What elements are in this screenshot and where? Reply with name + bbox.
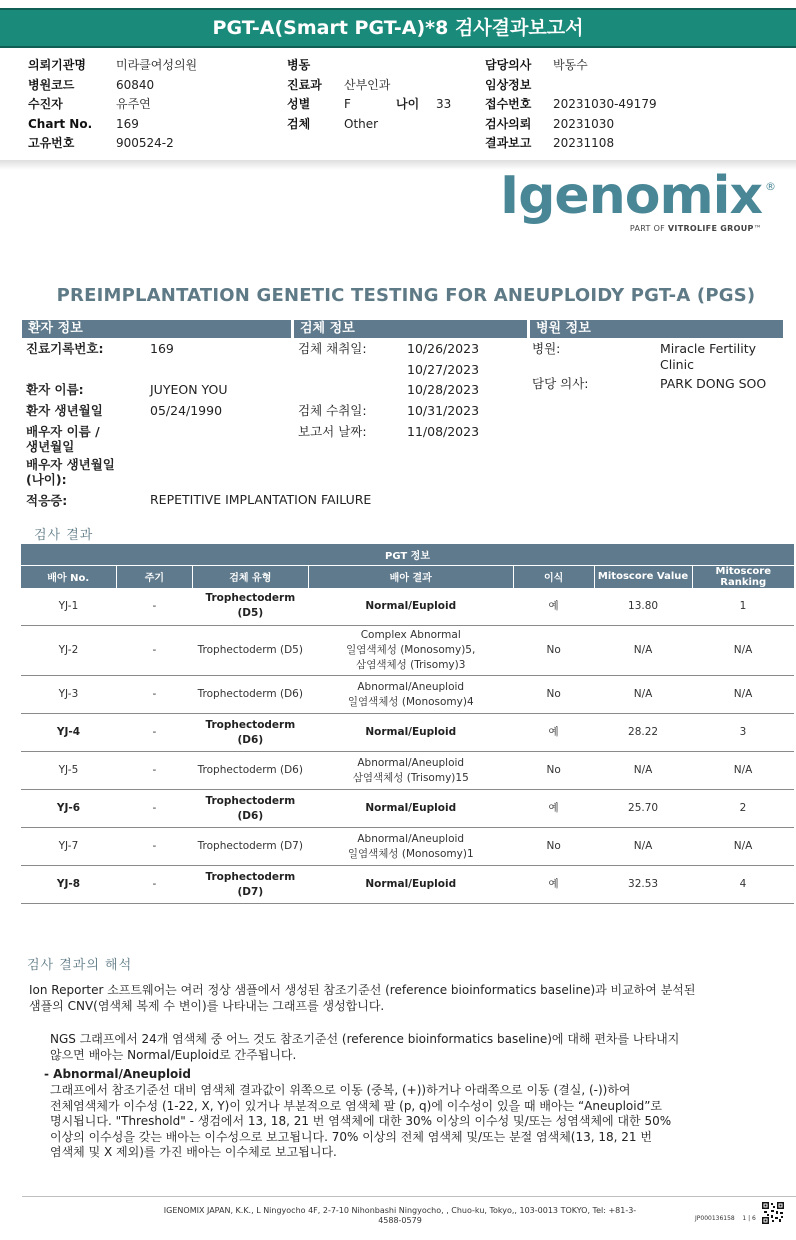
- result-line: 일염색체성 (Monosomy)1: [347, 847, 474, 860]
- embryo-result: Normal/Euploid: [308, 588, 513, 626]
- report-date-value: 11/08/2023: [407, 424, 480, 439]
- mitoscore-value: 32.53: [594, 866, 692, 904]
- sample-type: Trophectoderm (D7): [192, 866, 308, 904]
- header-label: 병동: [287, 58, 311, 72]
- interpretation-heading: 검사 결과의 해석: [27, 958, 133, 973]
- patient-dob-value: 05/24/1990: [150, 403, 223, 418]
- sample-type: Trophectoderm (D6): [192, 790, 308, 828]
- pgt-info-header: PGT 정보: [21, 544, 795, 565]
- transfer: 예: [513, 714, 594, 752]
- report-date-label: 보고서 날짜:: [298, 424, 367, 439]
- cycle: -: [116, 714, 192, 752]
- result-line: Abnormal/Aneuploid: [357, 756, 465, 769]
- transfer: 예: [513, 866, 594, 904]
- table-header-row: [21, 565, 795, 588]
- age-value: 33: [436, 97, 452, 111]
- header-value: 169: [116, 116, 139, 131]
- logo-tagline: [630, 224, 762, 233]
- transfer: 예: [513, 790, 594, 828]
- column-header: Mitoscore Value: [594, 565, 692, 588]
- interp-line: Ion Reporter 소프트웨어는 여러 정상 샘플에서 생성된 참조기준선 (reference bioinformatics baseline)과 비교하여 분석된: [29, 983, 696, 997]
- mitoscore-value: 25.70: [594, 790, 692, 828]
- header-row: [485, 95, 657, 115]
- header-row: [485, 134, 657, 154]
- embryo-no: YJ-4: [21, 714, 117, 752]
- main-title: PREIMPLANTATION GENETIC TESTING FOR ANEUPLOIDY PGT-A (PGS): [56, 285, 756, 306]
- interpretation-p2: [50, 1032, 790, 1063]
- table-row: [21, 714, 795, 752]
- header-col-2: [287, 56, 451, 134]
- collect-date: 10/27/2023: [407, 361, 480, 377]
- interp-line: 그래프에서 참조기준선 대비 염색체 결과값이 위쪽으로 이동 (중복, (+))하거나 아래쪽으로 이동 (결실, (-))하여: [50, 1083, 631, 1097]
- patient-info-bar: 환자 정보: [22, 320, 291, 338]
- embryo-result: Normal/Euploid: [308, 866, 513, 904]
- header-label: 검사의뢰: [485, 116, 532, 131]
- header-value: 20231030: [553, 116, 615, 131]
- embryo-no: YJ-3: [21, 676, 117, 714]
- embryo-no: YJ-8: [21, 866, 117, 904]
- sample-type: Trophectoderm (D5): [192, 588, 308, 626]
- column-header: 검체 유형: [192, 565, 308, 588]
- column-header: 배아 No.: [21, 565, 117, 588]
- mitoscore-value: 28.22: [594, 714, 692, 752]
- results-table: [20, 544, 794, 904]
- embryo-no: YJ-5: [21, 752, 117, 790]
- result-line: 삼염색체성 (Trisomy)15: [352, 771, 469, 784]
- interp-line: 전체염색체가 이수성 (1-22, X, Y)이 있거나 부분적으로 염색체 팔 (p, q)에 이수성이 있을 때 배아는 “Aneuploid”로: [50, 1098, 663, 1113]
- embryo-no: YJ-2: [21, 626, 117, 676]
- result-line: 일염색체성 (Monosomy)4: [347, 695, 474, 708]
- embryo-result: [308, 676, 513, 714]
- mitoscore-ranking: N/A: [692, 626, 794, 676]
- received-date-label: 검체 수취일:: [298, 403, 367, 418]
- header-label: 수진자: [28, 97, 63, 111]
- embryo-result: Normal/Euploid: [308, 790, 513, 828]
- result-line: 일염색체성 (Monosomy)5,: [346, 644, 476, 656]
- header-value: 900524-2: [116, 136, 174, 150]
- cycle: -: [116, 790, 192, 828]
- column-header: 배아 결과: [308, 565, 513, 588]
- column-header: 주기: [116, 565, 192, 588]
- sample-type: Trophectoderm (D6): [192, 752, 308, 790]
- result-line: Abnormal/Aneuploid: [357, 680, 465, 693]
- header-label: 진료과: [287, 77, 322, 92]
- logo-registered-mark: ®: [765, 180, 776, 193]
- cycle: -: [116, 676, 192, 714]
- table-row: [21, 752, 795, 790]
- header-value: 미라클여성의원: [116, 58, 198, 72]
- header-label: 담당의사: [485, 58, 532, 72]
- indication-value: REPETITIVE IMPLANTATION FAILURE: [150, 492, 372, 507]
- transfer: No: [513, 676, 594, 714]
- embryo-result: Normal/Euploid: [308, 714, 513, 752]
- table-row: [21, 790, 795, 828]
- header-col-1: [28, 56, 197, 154]
- header-row: [28, 115, 197, 135]
- indication-label: 적응증:: [26, 493, 68, 508]
- result-line: 삼염색체성 (Trisomy)3: [356, 659, 466, 671]
- spouse-name-label-2: 생년월일: [26, 439, 75, 454]
- interp-line: NGS 그래프에서 24개 염색체 중 어느 것도 참조기준선 (reference bioinformatics baseline)에 대해 편차를 나타내지: [50, 1032, 680, 1046]
- table-row: [21, 866, 795, 904]
- transfer: No: [513, 828, 594, 866]
- header-label: 결과보고: [485, 136, 532, 150]
- embryo-no: YJ-7: [21, 828, 117, 866]
- footer-address-line: 4588-0579: [378, 1216, 422, 1225]
- header-label: 성별: [287, 97, 311, 111]
- interpretation-p3: [50, 1083, 790, 1161]
- transfer: 예: [513, 588, 594, 626]
- footer-code: [695, 1215, 756, 1222]
- header-value: 박동수: [553, 58, 588, 72]
- mitoscore-value: 13.80: [594, 588, 692, 626]
- header-col-3: [485, 56, 657, 154]
- logo-wordmark: Igenomix: [499, 166, 762, 226]
- header-value: 유주연: [116, 97, 151, 111]
- qr-code-icon: [762, 1202, 784, 1224]
- header-label: Chart No.: [28, 116, 93, 131]
- cycle: -: [116, 752, 192, 790]
- doctor-value: PARK DONG SOO: [660, 376, 767, 391]
- document-code: JP000136158: [695, 1215, 735, 1222]
- interp-line: 이상의 이수성을 갖는 배아는 이수성으로 보고됩니다. 70% 이상의 전체 염색체 및/또는 분절 염색체(13, 18, 21 번: [50, 1129, 652, 1144]
- age-label: 나이: [396, 97, 420, 111]
- logo-tagline-brand: VITROLIFE GROUP: [667, 224, 754, 233]
- interpretation-p1: [29, 983, 789, 1014]
- collect-date: 10/28/2023: [407, 382, 480, 397]
- table-row: [21, 828, 795, 866]
- table-row: [21, 676, 795, 714]
- spouse-dob-label-1: 배우자 생년월일: [26, 457, 115, 472]
- header-row: [287, 76, 451, 96]
- record-number-label: 진료기록번호:: [26, 341, 104, 356]
- mitoscore-ranking: N/A: [692, 828, 794, 866]
- hospital-value-line: Clinic: [660, 357, 694, 372]
- header-value: 산부인과: [344, 77, 391, 92]
- header-label: 고유번호: [28, 136, 75, 150]
- page-number: 1 | 6: [742, 1215, 756, 1222]
- header-value: 20231108: [553, 136, 615, 150]
- spouse-dob-label-2: (나이):: [26, 472, 67, 487]
- embryo-result: [308, 752, 513, 790]
- table-row: [21, 626, 795, 676]
- aneuploid-subhead: - Abnormal/Aneuploid: [44, 1067, 191, 1081]
- header-row: [28, 95, 197, 115]
- transfer: No: [513, 752, 594, 790]
- mitoscore-value: N/A: [594, 752, 692, 790]
- sample-type: Trophectoderm (D7): [192, 828, 308, 866]
- cycle: -: [116, 626, 192, 676]
- interp-line: 샘플의 CNV(염색체 복제 수 변이)를 나타내는 그래프를 생성합니다.: [29, 998, 385, 1013]
- logo-tagline-prefix: PART OF: [629, 224, 668, 233]
- column-header: 이식: [513, 565, 594, 588]
- hospital-value-line: Miracle Fertility: [660, 341, 757, 356]
- received-date-value: 10/31/2023: [407, 403, 480, 418]
- table-row: [21, 588, 795, 626]
- sample-type: Trophectoderm (D5): [192, 626, 308, 676]
- embryo-result: [308, 626, 513, 676]
- mitoscore-value: N/A: [594, 676, 692, 714]
- mitoscore-ranking: 1: [692, 588, 794, 626]
- spouse-name-label-1: 배우자 이름 /: [26, 424, 100, 439]
- sample-type: Trophectoderm (D6): [192, 676, 308, 714]
- record-number-value: 169: [150, 341, 174, 356]
- mitoscore-value: N/A: [594, 828, 692, 866]
- cycle: -: [116, 588, 192, 626]
- embryo-no: YJ-1: [21, 588, 117, 626]
- header-row: [28, 76, 197, 96]
- header-value: 20231030-49179: [553, 97, 657, 111]
- cycle: -: [116, 828, 192, 866]
- header-value: 60840: [116, 77, 155, 92]
- result-line: Abnormal/Aneuploid: [357, 832, 465, 845]
- header-value: F: [344, 97, 351, 111]
- result-line: Complex Abnormal: [360, 629, 461, 641]
- footer-address: [130, 1206, 670, 1226]
- header-label: 의뢰기관명: [28, 58, 86, 72]
- header-label: 검체: [287, 116, 311, 131]
- logo-tagline-tm: ™: [753, 224, 762, 233]
- collect-date: 10/26/2023: [407, 341, 480, 356]
- header-value: Other: [344, 116, 379, 131]
- mitoscore-ranking: N/A: [692, 676, 794, 714]
- collect-dates: [407, 339, 479, 401]
- header-label: 접수번호: [485, 97, 532, 111]
- header-row: [485, 56, 657, 76]
- mitoscore-ranking: 3: [692, 714, 794, 752]
- sample-type: Trophectoderm (D6): [192, 714, 308, 752]
- mitoscore-ranking: 4: [692, 866, 794, 904]
- interp-line: 염색체 및 X 제외)를 가진 배아는 이수체로 보고됩니다.: [50, 1145, 337, 1159]
- embryo-result: [308, 828, 513, 866]
- embryo-no: YJ-6: [21, 790, 117, 828]
- mitoscore-value: N/A: [594, 626, 692, 676]
- header-row: [287, 95, 451, 115]
- hospital-value: [660, 339, 756, 373]
- sample-info-bar: 검체 정보: [294, 320, 527, 338]
- collect-date-label: 검체 채취일:: [298, 341, 367, 356]
- mitoscore-ranking: 2: [692, 790, 794, 828]
- column-header: Mitoscore Ranking: [692, 565, 794, 588]
- header-row: [485, 115, 657, 135]
- patient-dob-label: 환자 생년월일: [26, 402, 103, 418]
- igenomix-logo: [499, 166, 780, 240]
- footer-address-line: IGENOMIX JAPAN, K.K., L Ningyocho 4F, 2-7-10 Nihonbashi Ningyocho, , Chuo-ku, Tokyo,, 103-0013 TOKYO, Tel: +81-3-: [163, 1206, 637, 1215]
- table-group-header-row: [21, 544, 795, 565]
- interpretation-subhead: [44, 1067, 784, 1083]
- results-heading: 검사 결과: [34, 528, 94, 543]
- hospital-info-bar: 병원 정보: [530, 320, 783, 338]
- transfer: No: [513, 626, 594, 676]
- mitoscore-ranking: N/A: [692, 752, 794, 790]
- interp-line: 않으면 배아는 Normal/Euploid로 간주됩니다.: [50, 1047, 297, 1062]
- cycle: -: [116, 866, 192, 904]
- header-label: 임상정보: [485, 77, 532, 92]
- header-row: [287, 115, 451, 135]
- doctor-label: 담당 의사:: [532, 376, 589, 391]
- patient-labels: [26, 339, 126, 512]
- header-row: [28, 134, 197, 154]
- report-title: PGT-A(Smart PGT-A)*8 검사결과보고서: [0, 8, 796, 48]
- header-row: [485, 76, 657, 96]
- hospital-label: 병원:: [532, 341, 561, 356]
- footer-divider: [22, 1196, 796, 1197]
- interp-line: 명시됩니다. "Threshold" - 생검에서 13, 18, 21 번 염색체에 대한 30% 이상의 이수성 및/또는 성염색체에 대한 50%: [50, 1114, 672, 1128]
- patient-name-label: 환자 이름:: [26, 382, 84, 397]
- header-row: [28, 56, 197, 76]
- patient-name-value: JUYEON YOU: [150, 382, 228, 397]
- header-row: [287, 56, 451, 76]
- header-label: 병원코드: [28, 77, 75, 92]
